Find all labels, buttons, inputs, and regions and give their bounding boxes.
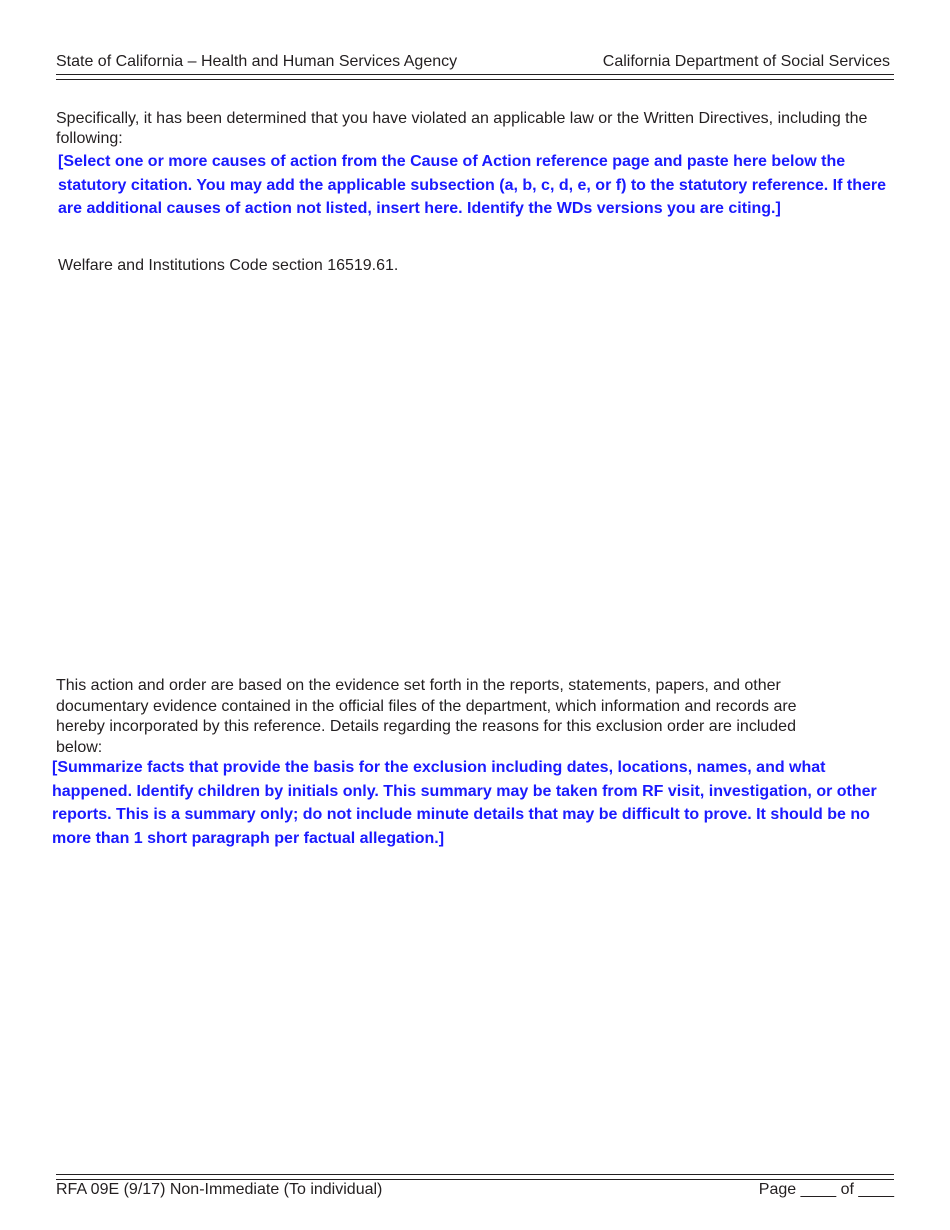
page-number: Page ____ of ____ — [758, 1181, 894, 1198]
page-footer — [56, 1180, 894, 1200]
page-header — [56, 52, 894, 72]
department-name: California Department of Social Services — [602, 53, 890, 70]
violation-intro: Specifically, it has been determined that you have violated an applicable law or the Written Directives, including the following: — [56, 110, 868, 147]
statutory-citation: Welfare and Institutions Code section 16519.61. — [58, 257, 399, 274]
header-rule — [56, 74, 894, 80]
form-identifier: RFA 09E (9/17) Non-Immediate (To individual) — [56, 1181, 383, 1198]
facts-summary-instruction: [Summarize facts that provide the basis for the exclusion including dates, locations, names, and what happened. Identify children by initials only. This summary may be taken from RF visit, investigation, or other reports. This is a summary only; do not include minute details that may be difficult to prove. It should be no more than 1 short paragraph per factual allegation.] — [52, 759, 877, 847]
agency-name: State of California – Health and Human Services Agency — [56, 53, 458, 70]
cause-of-action-instruction: [Select one or more causes of action from the Cause of Action reference page and paste here below the statutory citation. You may add the applicable subsection (a, b, c, d, e, or f) to the statutory reference. If there are additional causes of action not listed, insert here. Identify the WDs versions you are citing.] — [58, 153, 887, 217]
evidence-intro: This action and order are based on the evidence set forth in the reports, statements, papers, and other documentary evidence contained in the official files of the department, which information and records are hereby incorporated by this reference. Details regarding the reasons for this exclusion order are included below: — [56, 677, 797, 756]
